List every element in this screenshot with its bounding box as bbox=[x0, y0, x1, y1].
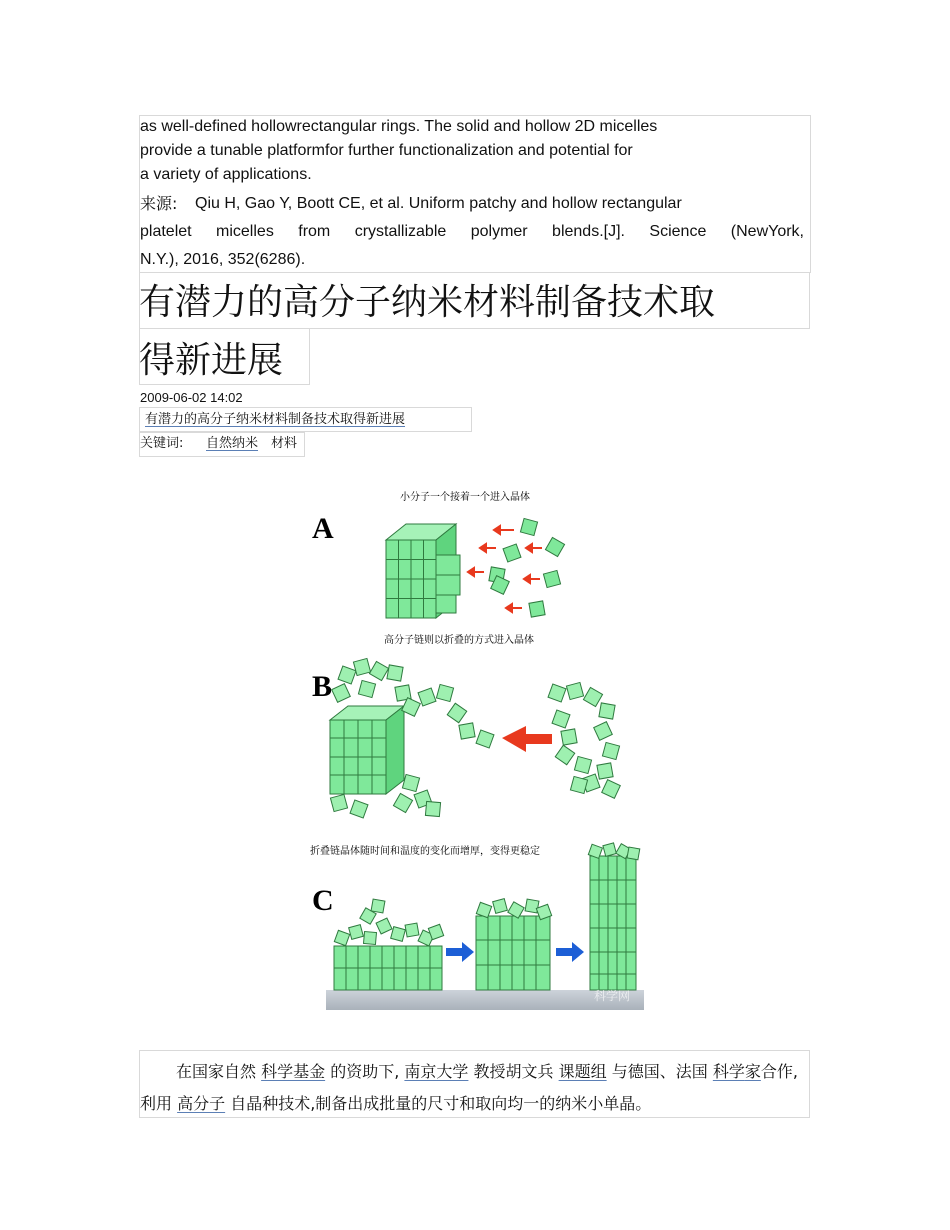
link-nanjing-university[interactable]: 南京大学 bbox=[404, 1062, 469, 1081]
abstract-line-1: as well-defined hollowrectangular rings. The solid and hollow 2D micelles bbox=[140, 118, 658, 135]
link-science-fund[interactable]: 科学基金 bbox=[261, 1062, 326, 1081]
label-b: B bbox=[312, 670, 333, 703]
para-text-1: 在国家自然 bbox=[176, 1062, 257, 1081]
para-text-4: 与德国、法国 bbox=[611, 1062, 708, 1081]
crystal-growth-figure bbox=[300, 480, 650, 1015]
abstract-line-2: provide a tunable platformfor further functionalization and potential for bbox=[140, 142, 633, 159]
label-c: C bbox=[312, 884, 334, 917]
keywords-label: 关键词: bbox=[140, 436, 184, 451]
link-polymer[interactable]: 高分子 bbox=[177, 1094, 226, 1113]
source-label: 来源: bbox=[140, 194, 178, 213]
panel-a-crystal bbox=[386, 524, 460, 618]
link-research-group[interactable]: 课题组 bbox=[558, 1062, 607, 1081]
panel-c-crystal-3 bbox=[590, 856, 636, 990]
para-text-6: 自晶种技术,制备出成批量的尺寸和取向均一的纳米小单晶。 bbox=[230, 1094, 652, 1113]
article-title-line-2: 得新进展 bbox=[139, 340, 284, 381]
para-text-3: 教授胡文兵 bbox=[473, 1062, 554, 1081]
article-title-line-1: 有潜力的高分子纳米材料制备技术取 bbox=[139, 282, 716, 323]
keyword-material: 材料 bbox=[271, 436, 298, 451]
para-text-2: 的资助下, bbox=[330, 1062, 400, 1081]
link-scientist[interactable] bbox=[713, 1062, 761, 1081]
link-scientist-part-1: 科学 bbox=[712, 1062, 745, 1081]
para-text-5: 合作,利用 bbox=[140, 1062, 798, 1113]
article-date: 2009-06-02 14:02 bbox=[140, 390, 243, 405]
keyword-link-nano[interactable]: 自然纳米 bbox=[206, 436, 259, 451]
caption-a: 小分子一个接着一个进入晶体 bbox=[400, 492, 530, 503]
panel-b-crystal bbox=[330, 706, 404, 794]
label-a: A bbox=[312, 512, 334, 545]
article-subtitle-link[interactable]: 有潜力的高分子纳米材料制备技术取得新进展 bbox=[145, 412, 406, 427]
caption-b: 高分子链则以折叠的方式进入晶体 bbox=[384, 635, 534, 646]
panel-c-crystal-1-top bbox=[334, 899, 443, 946]
figure-watermark: 科学网 bbox=[594, 989, 631, 1003]
panel-c-crystal-1 bbox=[334, 946, 442, 990]
caption-c: 折叠链晶体随时间和温度的变化而增厚，变得更稳定 bbox=[310, 846, 540, 857]
link-scientist-part-2: 家 bbox=[744, 1062, 761, 1081]
body-paragraph bbox=[140, 1056, 808, 1120]
abstract-line-3: a variety of applications. bbox=[140, 166, 312, 183]
panel-c-crystal-2 bbox=[476, 916, 550, 990]
source-line-1: Qiu H, Gao Y, Boott CE, et al. Uniform patchy and hollow rectangular bbox=[195, 195, 682, 212]
panel-b-arrow bbox=[502, 726, 552, 752]
source-line-3: N.Y.), 2016, 352(6286). bbox=[140, 251, 306, 268]
panel-b-free-chain bbox=[548, 682, 620, 798]
source-line-2: platelet micelles from crystallizable polymer blends.[J]. Science (NewYork, bbox=[140, 223, 804, 240]
